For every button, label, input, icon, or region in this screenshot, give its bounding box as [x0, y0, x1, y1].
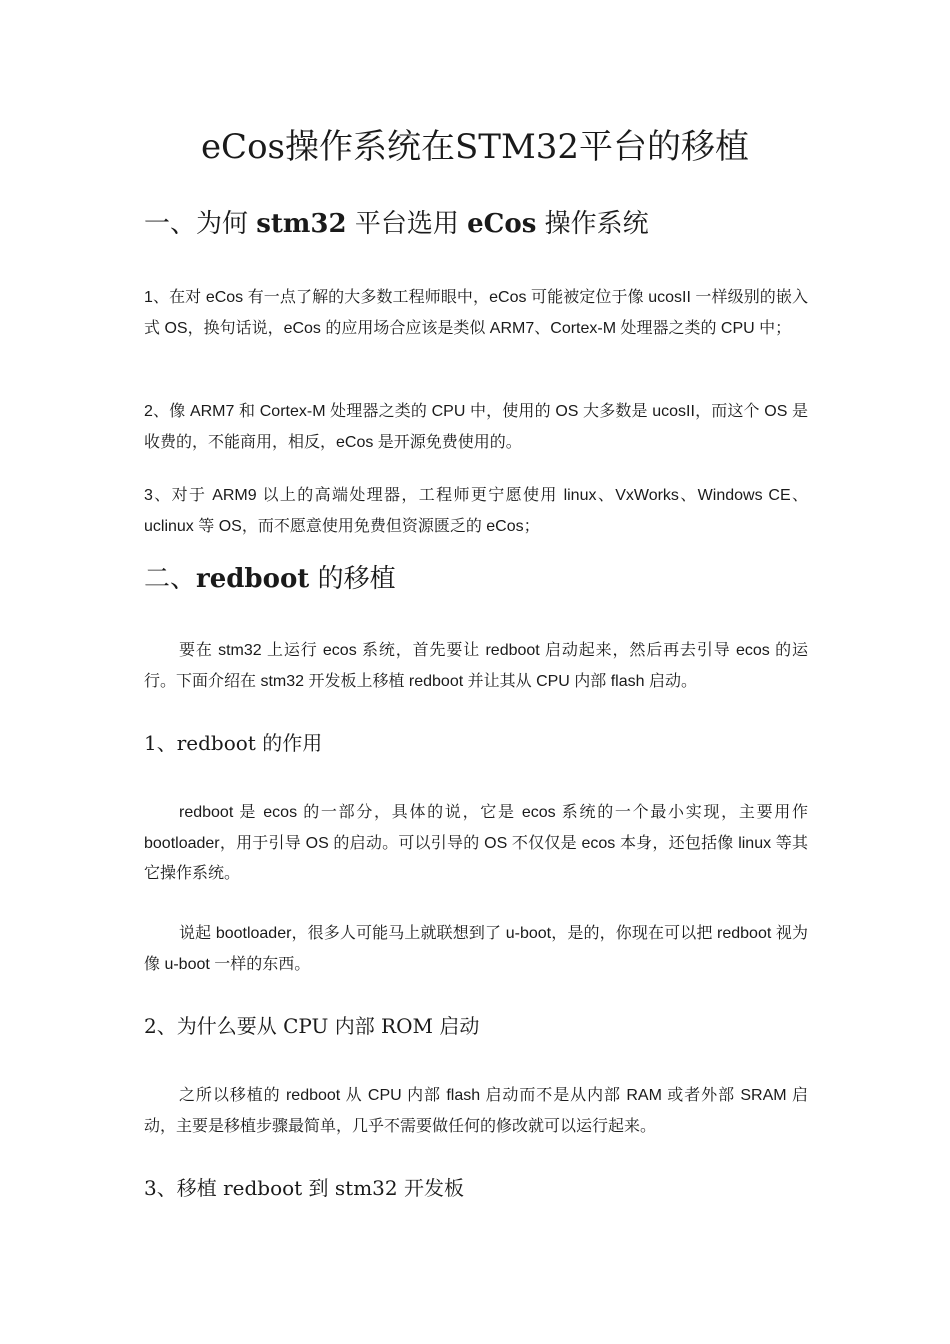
subsection3-heading: 3、移植 redboot 到 stm32 开发板: [144, 1176, 464, 1200]
section2-heading: [144, 562, 396, 596]
section2-heading-pre: 二、: [144, 564, 197, 594]
subsection2-paragraph-1: 之所以移植的 redboot 从 CPU 内部 flash 启动而不是从内部 RAM 或者外部 SRAM 启动，主要是移植步骤最简单，几乎不需要做任何的修改就可以运行起来。: [144, 1087, 808, 1135]
section2-heading-post: 的移植: [309, 564, 396, 594]
subsection1-paragraph-1: redboot 是 ecos 的一部分，具体的说，它是 ecos 系统的一个最小实现，主要用作 bootloader，用于引导 OS 的启动。可以引导的 OS 不仅仅是 ecos 本身，还包括像 linux 等其它操作系统。: [144, 804, 808, 882]
section1-heading-stm32: stm32: [256, 209, 347, 239]
section1-paragraph-3: 3、对于 ARM9 以上的高端处理器，工程师更宁愿使用 linux、VxWorks、Windows CE、uclinux 等 OS，而不愿意使用免费但资源匮乏的 eCos；: [144, 487, 808, 535]
section1-heading-post: 操作系统: [536, 209, 649, 239]
section1-heading-mid: 平台选用: [346, 209, 468, 239]
section1-paragraph-2: 2、像 ARM7 和 Cortex-M 处理器之类的 CPU 中，使用的 OS 大多数是 ucosII，而这个 OS 是收费的，不能商用，相反，eCos 是开源免费使用的。: [144, 403, 808, 451]
section1-heading: [144, 207, 649, 241]
subsection1-heading: 1、redboot 的作用: [144, 731, 323, 755]
section1-heading-ecos: eCos: [467, 209, 537, 239]
section1-heading-pre: 一、为何: [144, 209, 257, 239]
section2-heading-redboot: redboot: [196, 564, 310, 594]
document-title: eCos操作系统在STM32平台的移植: [200, 127, 750, 167]
subsection1-paragraph-2: 说起 bootloader，很多人可能马上就联想到了 u-boot，是的，你现在可以把 redboot 视为像 u-boot 一样的东西。: [144, 925, 808, 973]
section1-paragraph-1: 1、在对 eCos 有一点了解的大多数工程师眼中，eCos 可能被定位于像 ucosII 一样级别的嵌入式 OS，换句话说，eCos 的应用场合应该是类似 ARM7、Cortex-M 处理器之类的 CPU 中；: [144, 289, 808, 337]
subsection2-heading: 2、为什么要从 CPU 内部 ROM 启动: [144, 1014, 480, 1038]
section2-intro-paragraph: 要在 stm32 上运行 ecos 系统，首先要让 redboot 启动起来，然后再去引导 ecos 的运行。下面介绍在 stm32 开发板上移植 redboot 并让其从 CPU 内部 flash 启动。: [144, 642, 808, 690]
